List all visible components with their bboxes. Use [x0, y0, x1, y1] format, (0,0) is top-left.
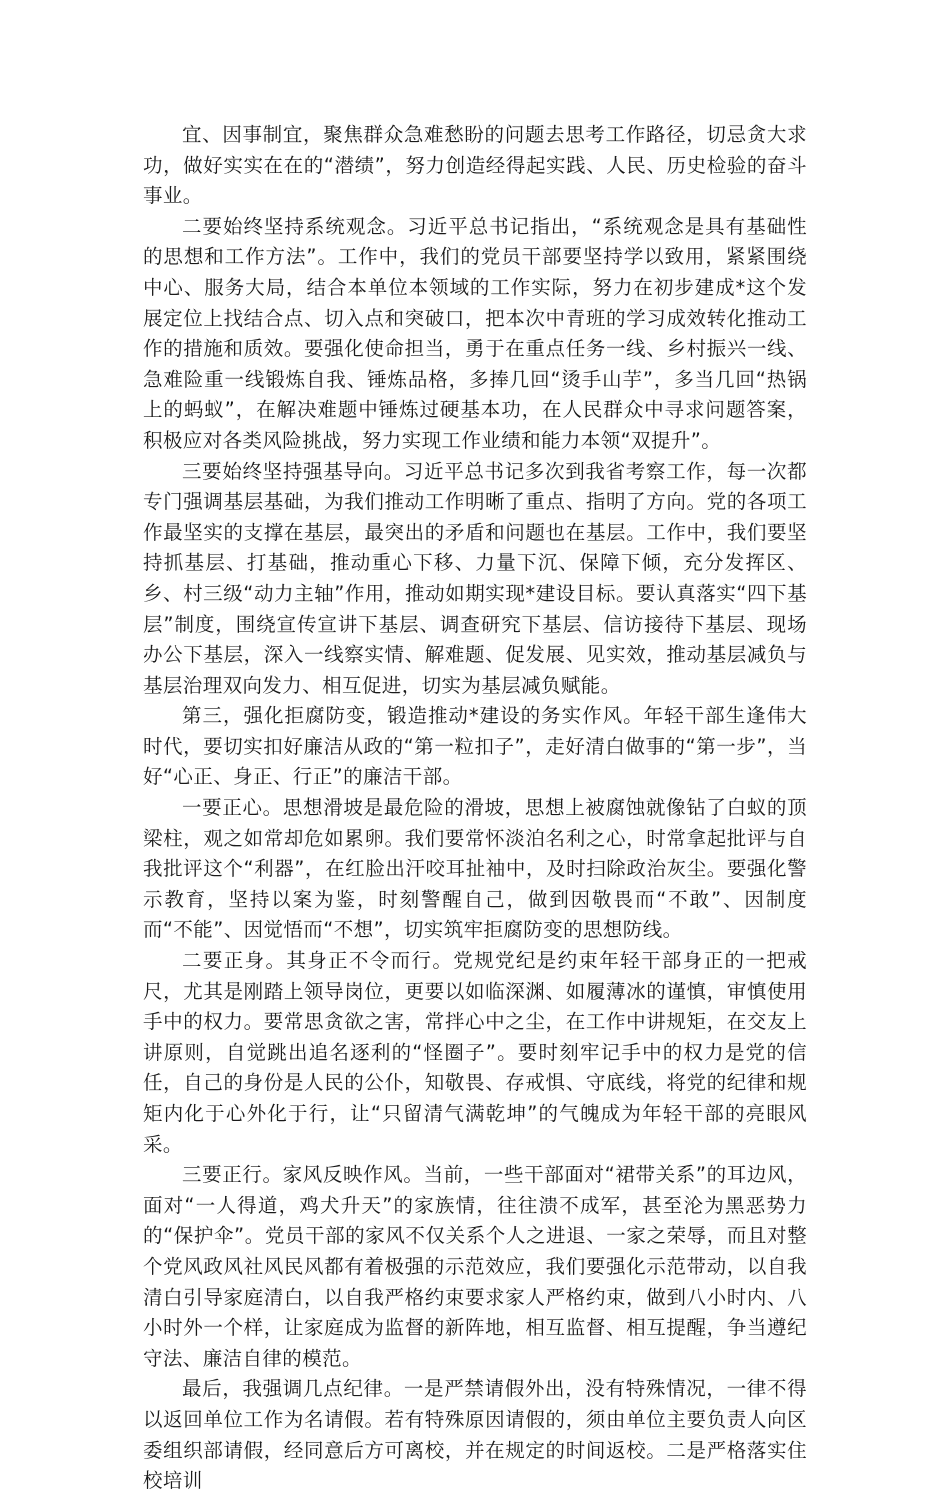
paragraph-5: 一要正心。思想滑坡是最危险的滑坡，思想上被腐蚀就像钻了白蚁的顶梁柱，观之如常却危如累卵。我们要常怀淡泊名利之心，时常拿起批评与自我批评这个“利器”，在红脸出汗咬耳扯袖中，及时扫除政治灰尘。要强化警示教育，坚持以案为鉴，时刻警醒自己，做到因敬畏而“不敢”、因制度而“不能”、因觉悟而“不想”，切实筑牢拒腐防变的思想防线。 — [143, 796, 807, 942]
paragraph-2: 二要始终坚持系统观念。习近平总书记指出，“系统观念是具有基础性的思想和工作方法”。工作中，我们的党员干部要坚持学以致用，紧紧围绕中心、服务大局，结合本单位本领域的工作实际，努力在初步建成*这个发展定位上找结合点、切入点和突破口，把本次中青班的学习成效转化推动工作的措施和质效。要强化使命担当，勇于在重点任务一线、乡村振兴一线、急难险重一线锻炼自我、锤炼品格，多捧几回“烫手山芋”，多当几回“热锅上的蚂蚁”，在解决难题中锤炼过硬基本功，在人民群众中寻求问题答案，积极应对各类风险挑战，努力实现工作业绩和能力本领“双提升”。 — [143, 214, 807, 452]
paragraph-1: 宜、因事制宜，聚焦群众急难愁盼的问题去思考工作路径，切忌贪大求功，做好实实在在的“潜绩”，努力创造经得起实践、人民、历史检验的奋斗事业。 — [143, 123, 807, 208]
document-body — [143, 120, 807, 1497]
paragraph-4: 第三，强化拒腐防变，锻造推动*建设的务实作风。年轻干部生逢伟大时代，要切实扣好廉洁从政的“第一粒扣子”，走好清白做事的“第一步”，当好“心正、身正、行正”的廉洁干部。 — [143, 704, 807, 789]
paragraph-7: 三要正行。家风反映作风。当前，一些干部面对“裙带关系”的耳边风，面对“一人得道，鸡犬升天”的家族情，往往溃不成军，甚至沦为黑恶势力的“保护伞”。党员干部的家风不仅关系个人之进退、一家之荣辱，而且对整个党风政风社风民风都有着极强的示范效应，我们要强化示范带动，以自我清白引导家庭清白，以自我严格约束要求家人严格约束，做到八小时内、八小时外一个样，让家庭成为监督的新阵地，相互监督、相互提醒，争当遵纪守法、廉洁自律的模范。 — [143, 1163, 807, 1370]
paragraph-6: 二要正身。其身正不令而行。党规党纪是约束年轻干部身正的一把戒尺，尤其是刚踏上领导岗位，更要以如临深渊、如履薄冰的谨慎，审慎使用手中的权力。要常思贪欲之害，常拌心中之尘，在工作中讲规矩，在交友上讲原则，自觉跳出追名逐利的“怪圈子”。要时刻牢记手中的权力是党的信任，自己的身份是人民的公仆，知敬畏、存戒惧、守底线，将党的纪律和规矩内化于心外化于行，让“只留清气满乾坤”的气魄成为年轻干部的亮眼风采。 — [143, 949, 807, 1156]
paragraph-3: 三要始终坚持强基导向。习近平总书记多次到我省考察工作，每一次都专门强调基层基础，为我们推动工作明晰了重点、指明了方向。党的各项工作最坚实的支撑在基层，最突出的矛盾和问题也在基层。工作中，我们要坚持抓基层、打基础，推动重心下移、力量下沉、保障下倾，充分发挥区、乡、村三级“动力主轴”作用，推动如期实现*建设目标。要认真落实“四下基层”制度，围绕宣传宣讲下基层、调查研究下基层、信访接待下基层、现场办公下基层，深入一线察实情、解难题、促发展、见实效，推动基层减负与基层治理双向发力、相互促进，切实为基层减负赋能。 — [143, 459, 807, 697]
paragraph-8: 最后，我强调几点纪律。一是严禁请假外出，没有特殊情况，一律不得以返回单位工作为名请假。若有特殊原因请假的，须由单位主要负责人向区委组织部请假，经同意后方可离校，并在规定的时间返校。二是严格落实住校培训 — [143, 1377, 807, 1493]
